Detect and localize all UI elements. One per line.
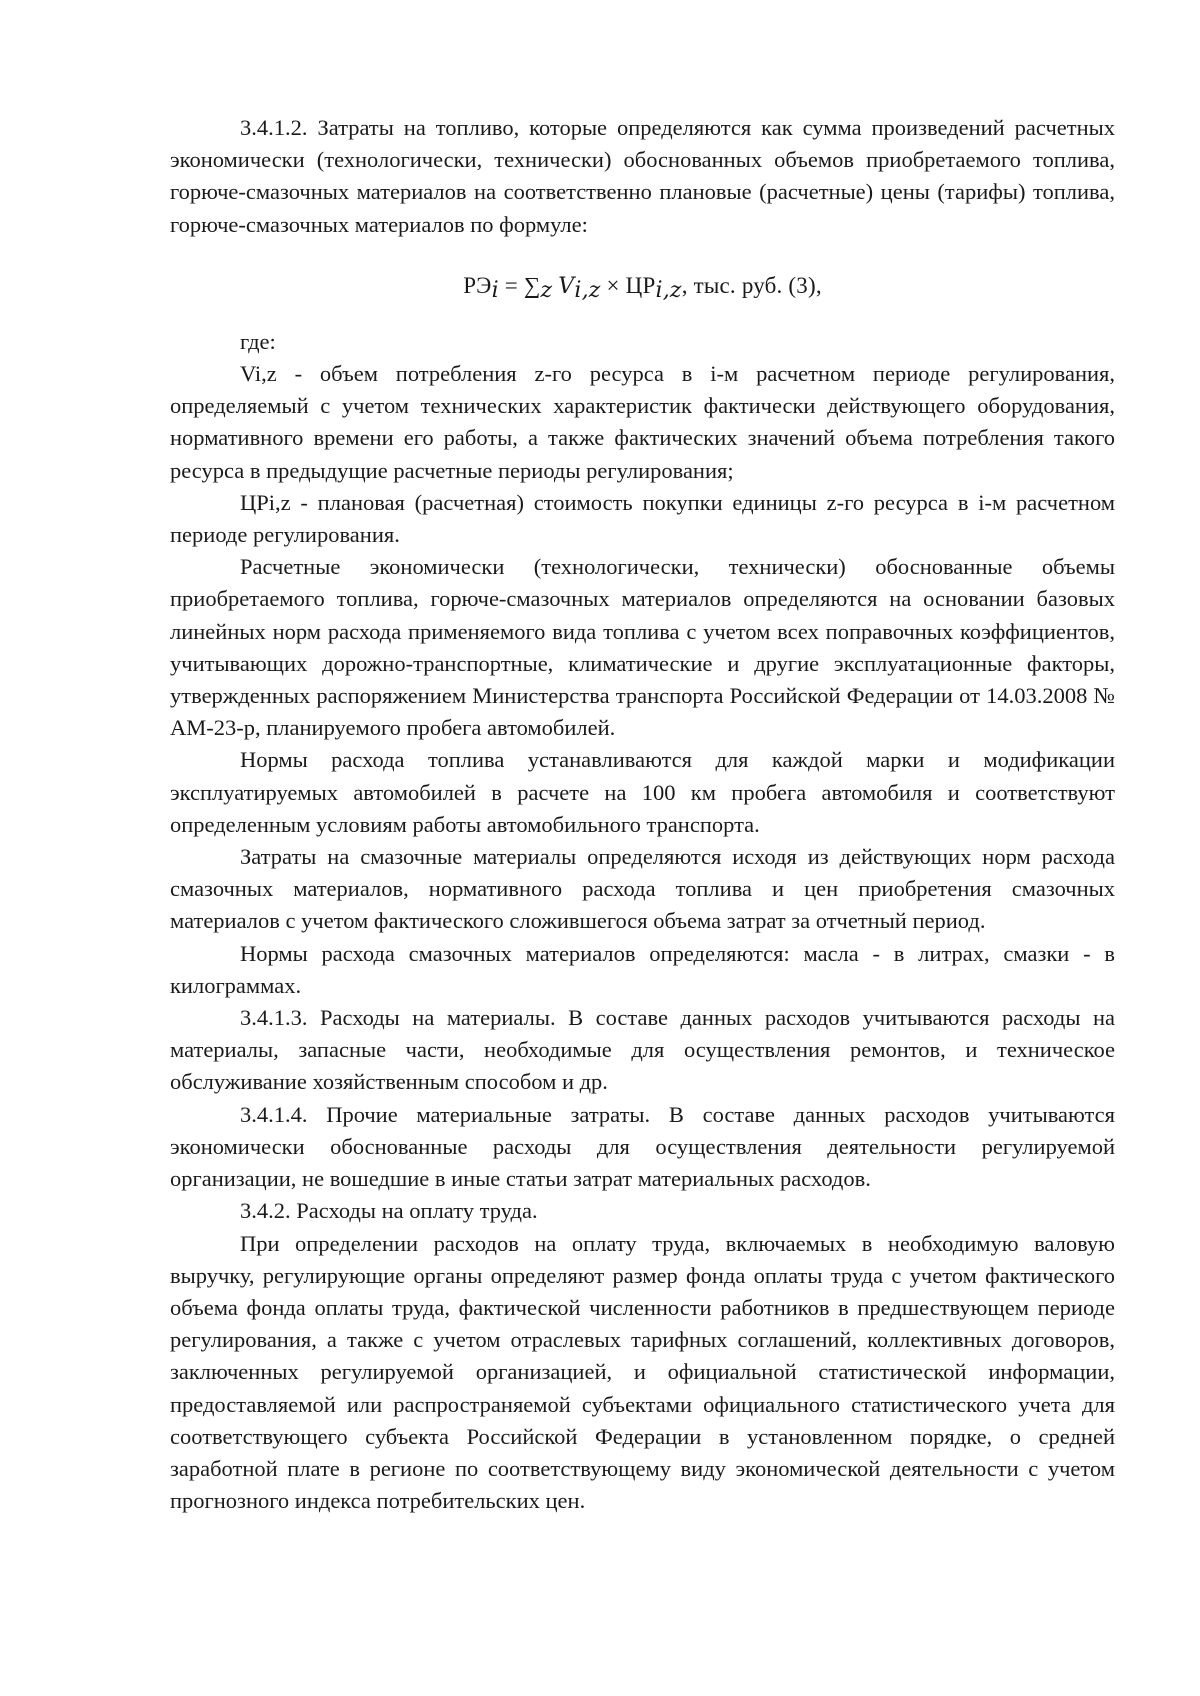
formula-v-sub: i,z: [574, 277, 601, 303]
formula-lhs-sub: i: [491, 277, 499, 303]
heading-3-4-2: 3.4.2. Расходы на оплату труда.: [240, 1198, 538, 1224]
where-label: где:: [240, 328, 276, 354]
paragraph-lubricant-costs: Затраты на смазочные материалы определяются исходя из действующих норм расхода смазочных материалов, нормативного расхода топлива и цен приобретения смазочных материалов с учетом фактического сложившегося объема затрат за отчетный период.: [170, 844, 1115, 934]
paragraph-labor-costs: При определении расходов на оплату труда, включаемых в необходимую валовую выручку, регулирующие органы определяют размер фонда оплаты труда с учетом фактического объема фонда оплаты труда, фактической численности работников в предшествующем периоде регулирования, а также с учетом отраслевых тарифных соглашений, коллективных договоров, заключенных регулируемой организацией, и официальной статистической информации, предоставляемой или распространяемой субъектами официального статистического учета для соответствующего субъекта Российской Федерации в установленном порядке, о средней заработной плате в регионе по соответствующему виду экономической деятельности с учетом прогнозного индекса потребительских цен.: [170, 1230, 1115, 1514]
paragraph-3-4-1-4: 3.4.1.4. Прочие материальные затраты. В составе данных расходов учитываются экономически обоснованные расходы для осуществления деятельности регулируемой организации, не вошедшие в иные статьи затрат материальных расходов.: [170, 1101, 1115, 1192]
formula-cr: ЦР: [625, 272, 656, 298]
paragraph-fuel-norms: Нормы расхода топлива устанавливаются для каждой марки и модификации эксплуатируемых автомобилей в расчете на 100 км пробега автомобиля и соответствуют определенным условиям работы автомобильного транспорта.: [170, 747, 1115, 837]
document-page: [170, 112, 1115, 1517]
formula-cr-sub: i,z: [655, 277, 682, 303]
paragraph-3-4-1-3: 3.4.1.3. Расходы на материалы. В составе данных расходов учитываются расходы на материалы, запасные части, необходимые для осуществления ремонтов, и техническое обслуживание хозяйственным способом и др.: [170, 1005, 1115, 1095]
paragraph-lubricant-norms: Нормы расхода смазочных материалов определяются: масла - в литрах, смазки - в килограммах.: [170, 940, 1115, 998]
formula-3: [170, 269, 1115, 304]
formula-lhs: РЭ: [463, 272, 492, 298]
formula-sum-sub: z: [540, 277, 553, 303]
formula-sum: ∑: [523, 272, 541, 298]
paragraph-vi-z: Vi,z - объем потребления z-го ресурса в i-м расчетном периоде регулирования, определяемый с учетом технических характеристик фактически действующего оборудования, нормативного времени его работы, а также фактических значений объема потребления такого ресурса в предыдущие расчетные периоды регулирования;: [170, 361, 1115, 483]
paragraph-cr-i-z: ЦРi,z - плановая (расчетная) стоимость покупки единицы z-го ресурса в i-м расчетном периоде регулирования.: [170, 489, 1115, 548]
formula-tail: , тыс. руб. (3),: [681, 272, 822, 298]
formula-equals: =: [504, 272, 518, 298]
formula-times: ×: [606, 272, 620, 298]
paragraph-fuel-costs: 3.4.1.2. Затраты на топливо, которые определяются как сумма произведений расчетных экономически (технологически, технически) обоснованных объемов приобретаемого топлива, горюче-смазочных материалов на соответственно плановые (расчетные) цены (тарифы) топлива, горюче-смазочных материалов по формуле:: [170, 115, 1115, 237]
formula-v: V: [558, 273, 575, 299]
paragraph-volumes: Расчетные экономически (технологически, технически) обоснованные объемы приобретаемого топлива, горюче-смазочных материалов определяются на основании базовых линейных норм расхода применяемого вида топлива с учетом всех поправочных коэффициентов, учитывающих дорожно-транспортные, климатические и другие эксплуатационные факторы, утвержденных распоряжением Министерства транспорта Российской Федерации от 14.03.2008 № АМ-23-р, планируемого пробега автомобилей.: [170, 554, 1115, 741]
